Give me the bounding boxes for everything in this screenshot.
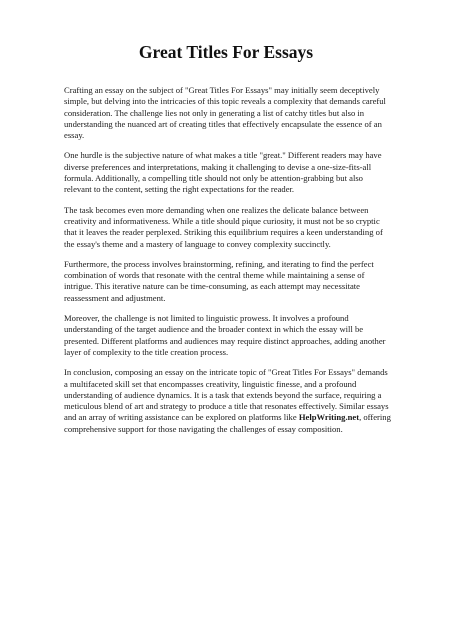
paragraph-conclusion	[64, 367, 391, 435]
paragraph-4: Furthermore, the process involves brainstorming, refining, and iterating to find the perfect combination of words that resonate with the central theme while maintaining a sense of intrigue. This iterative nature can be time-consuming, as each attempt may necessitate reassessment and adjustment.	[64, 258, 374, 303]
paragraph-1: Crafting an essay on the subject of "Great Titles For Essays" may initially seem deceptively simple, but delving into the intricacies of this topic reveals a complexity that demands careful consideration. The challenge lies not only in generating a list of catchy titles but also in understanding the nuanced art of creating titles that effectively encapsulate the essence of an essay.	[64, 85, 386, 141]
conclusion-text-end: , offering comprehensive support for those navigating the challenges of essay composition.	[64, 412, 391, 434]
document-title: Great Titles For Essays	[138, 42, 314, 62]
document-body	[64, 85, 391, 444]
paragraph-2: One hurdle is the subjective nature of what makes a title "great." Different readers may have diverse preferences and interpretations, making it challenging to devise a one-size-fits-all formula. Additionally, a compelling title should not only be attention-grabbing but also relevant to the content, setting the right expectations for the reader.	[64, 150, 382, 195]
paragraph-3: The task becomes even more demanding when one realizes the delicate balance between creativity and informativeness. While a title should pique curiosity, it must not be so cryptic that it leaves the reader perplexed. Striking this equilibrium requires a keen understanding of the essay's theme and a mastery of language to convey complexity succinctly.	[64, 204, 383, 249]
brand-name: HelpWriting.net	[298, 412, 360, 423]
conclusion-text-start: In conclusion, composing an essay on the intricate topic of "Great Titles For Essays" demands a multifaceted skill set that encompasses creativity, linguistic finesse, and a profound understanding of audience dynamics. It is a task that extends beyond the surface, requiring a meticulous blend of art and strategy to produce a title that resonates effectively. Similar essays and an array of writing assistance can be explored on platforms like	[64, 367, 389, 423]
paragraph-5: Moreover, the challenge is not limited to linguistic prowess. It involves a profound understanding of the target audience and the broader context in which the essay will be presented. Different platforms and audiences may require distinct approaches, adding another layer of complexity to the title creation process.	[64, 313, 386, 357]
